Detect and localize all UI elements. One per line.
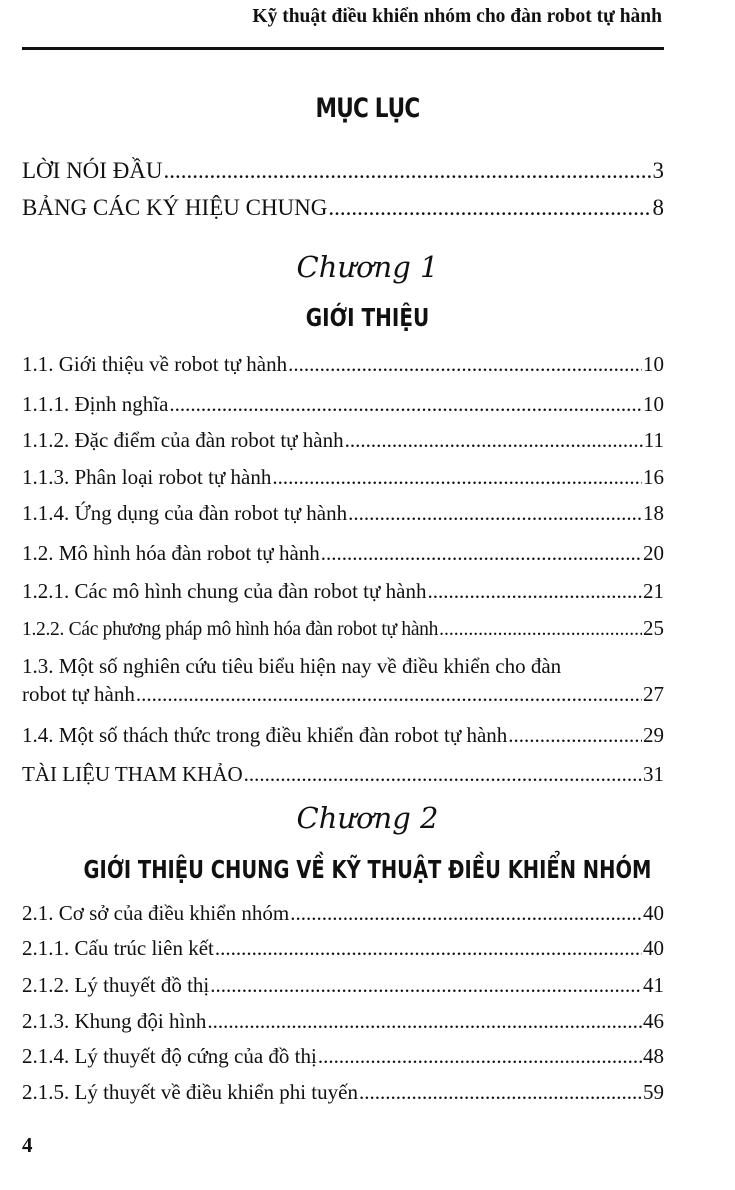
- leader-dots: [321, 539, 642, 567]
- leader-dots: [290, 899, 642, 927]
- toc-entry-label: 2.1.4. Lý thuyết độ cứng của đồ thị: [22, 1044, 317, 1068]
- toc-entry[interactable]: [22, 614, 664, 644]
- toc-entry-page: 18: [643, 501, 664, 525]
- toc-entry[interactable]: [22, 652, 664, 708]
- chapter-2-label: Chương 2: [296, 801, 439, 835]
- leader-dots: [288, 350, 642, 378]
- toc-entry-page: 40: [643, 901, 664, 925]
- toc-entry-label: BẢNG CÁC KÝ HIỆU CHUNG: [22, 195, 328, 220]
- toc-entry[interactable]: [22, 463, 664, 491]
- leader-dots: [328, 194, 651, 222]
- chapter-1-label: Chương 1: [296, 250, 439, 284]
- leader-dots: [244, 760, 642, 788]
- toc-entry[interactable]: [22, 760, 664, 788]
- toc-entry-label: 2.1.2. Lý thuyết đồ thị: [22, 973, 210, 997]
- toc-entry-line2: [22, 680, 664, 708]
- leader-dots: [210, 971, 642, 999]
- toc-entry-label: 2.1.3. Khung đội hình: [22, 1009, 207, 1033]
- toc-entry-page: 48: [643, 1044, 664, 1068]
- toc-entry-page: 27: [643, 682, 664, 706]
- chapter-1-title: GIỚI THIỆU: [305, 303, 430, 332]
- toc-entry-page: 16: [643, 465, 664, 489]
- toc-entry[interactable]: [22, 934, 664, 962]
- leader-dots: [272, 463, 642, 491]
- leader-dots: [169, 390, 642, 418]
- toc-entry[interactable]: [22, 194, 664, 222]
- toc-entry-label: 1.4. Một số thách thức trong điều khiển đàn robot tự hành: [22, 723, 508, 747]
- toc-entry-page: 59: [643, 1080, 664, 1104]
- toc-entry-label-line2: robot tự hành: [22, 682, 135, 706]
- toc-entry-label-line1: 1.3. Một số nghiên cứu tiêu biểu hiện nay về điều khiển cho đàn: [22, 654, 562, 678]
- leader-dots: [207, 1007, 642, 1035]
- running-head: Kỹ thuật điều khiển nhóm cho đàn robot tự hành: [252, 6, 662, 27]
- toc-title: MỤC LỤC: [315, 93, 420, 124]
- toc-entry-page: 8: [652, 195, 664, 220]
- leader-dots: [508, 721, 642, 749]
- toc-entry-label: 1.1.2. Đặc điểm của đàn robot tự hành: [22, 428, 344, 452]
- toc-entry[interactable]: [22, 721, 664, 749]
- toc-entry[interactable]: [22, 1042, 664, 1070]
- toc-entry[interactable]: [22, 157, 664, 185]
- toc-entry-page: 29: [643, 723, 664, 747]
- toc-entry-label: 2.1. Cơ sở của điều khiển nhóm: [22, 901, 290, 925]
- toc-entry-label: 1.2.2. Các phương pháp mô hình hóa đàn robot tự hành: [22, 619, 439, 640]
- leader-dots: [318, 1042, 642, 1070]
- toc-entry[interactable]: [22, 899, 664, 927]
- toc-entry[interactable]: [22, 1007, 664, 1035]
- toc-entry[interactable]: [22, 971, 664, 999]
- toc-entry-page: 11: [643, 428, 664, 452]
- toc-entry-page: 41: [643, 973, 664, 997]
- leader-dots: [359, 1078, 642, 1106]
- toc-entry-label: TÀI LIỆU THAM KHẢO: [22, 762, 243, 786]
- chapter-2-title: GIỚI THIỆU CHUNG VỀ KỸ THUẬT ĐIỀU KHIỂN NHÓM: [83, 855, 652, 884]
- toc-entry[interactable]: [22, 350, 664, 378]
- toc-entry-page: 25: [643, 616, 664, 640]
- leader-dots: [439, 616, 642, 644]
- toc-entry-page: 31: [643, 762, 664, 786]
- toc-entry[interactable]: [22, 499, 664, 527]
- toc-entry-label: 1.2.1. Các mô hình chung của đàn robot tự hành: [22, 579, 427, 603]
- toc-entry-label: 1.1.4. Ứng dụng của đàn robot tự hành: [22, 501, 348, 525]
- toc-entry[interactable]: [22, 577, 664, 605]
- toc-entry-label: 2.1.5. Lý thuyết về điều khiển phi tuyến: [22, 1080, 358, 1104]
- leader-dots: [164, 157, 652, 185]
- toc-entry[interactable]: [22, 539, 664, 567]
- leader-dots: [348, 499, 642, 527]
- toc-entry-label: 1.1.1. Định nghĩa: [22, 392, 169, 416]
- toc-entry-page: 20: [643, 541, 664, 565]
- toc-entry-label: 1.2. Mô hình hóa đàn robot tự hành: [22, 541, 320, 565]
- toc-entry-label: 1.1. Giới thiệu về robot tự hành: [22, 352, 288, 376]
- leader-dots: [427, 577, 642, 605]
- toc-entry-page: 10: [643, 352, 664, 376]
- toc-entry-page: 21: [643, 579, 664, 603]
- toc-entry[interactable]: [22, 390, 664, 418]
- toc-entry-label: 1.1.3. Phân loại robot tự hành: [22, 465, 272, 489]
- toc-entry-label: 2.1.1. Cấu trúc liên kết: [22, 936, 214, 960]
- leader-dots: [136, 680, 642, 708]
- toc-entry-page: 3: [652, 158, 664, 183]
- toc-entry-page: 40: [643, 936, 664, 960]
- toc-entry-page: 46: [643, 1009, 664, 1033]
- leader-dots: [345, 426, 643, 454]
- toc-entry[interactable]: [22, 426, 664, 454]
- header-rule: [22, 47, 664, 50]
- toc-entry-label: LỜI NÓI ĐẦU: [22, 158, 163, 183]
- page-number: 4: [22, 1133, 33, 1157]
- toc-entry[interactable]: [22, 1078, 664, 1106]
- toc-entry-page: 10: [643, 392, 664, 416]
- leader-dots: [215, 934, 642, 962]
